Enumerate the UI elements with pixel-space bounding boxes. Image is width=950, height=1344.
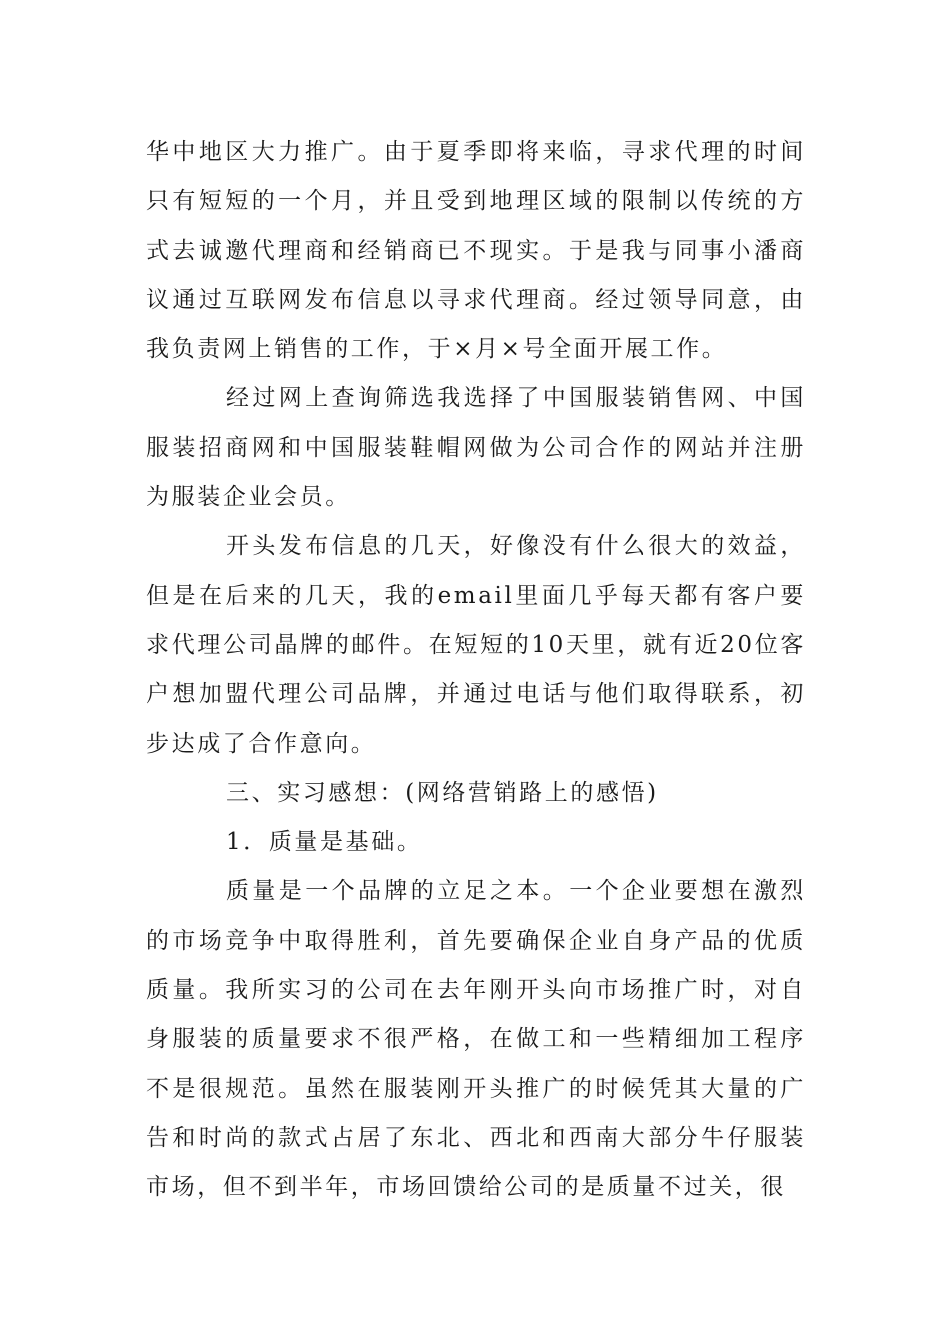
text-line: 经过网上查询筛选我选择了中国服装销售网、中国 [226,385,806,412]
paragraph-2 [146,374,806,522]
text-line: 华中地区大力推广。由于夏季即将来临，寻求代理的时间 [146,139,806,165]
text-line: 我负责网上销售的工作，于×月×号全面开展工作。 [146,336,728,363]
text-line: 质量。我所实习的公司在去年刚开头向市场推广时，对自 [146,977,806,1004]
text-line: 身服装的质量要求不很严格，在做工和一些精细加工程序 [146,1026,806,1053]
text-line: 市场，但不到半年，市场回馈给公司的是质量不过关，很 [146,1174,786,1201]
text-line: 三、实习感想：(网络营销路上的感悟) [226,779,659,806]
text-line: 服装招商网和中国服装鞋帽网做为公司合作的网站并注册 [146,434,806,461]
text-line: 不是很规范。虽然在服装刚开头推广的时候凭其大量的广 [146,1075,806,1102]
text-line: 议通过互联网发布信息以寻求代理商。经过领导同意，由 [146,286,806,313]
text-line: 式去诚邀代理商和经销商已不现实。于是我与同事小潘商 [146,237,806,264]
section-heading [146,769,806,818]
text-line: 想加盟代理公司品牌，并通过电话与他们取得联系，初步 [146,681,806,757]
text-line: 为服装企业会员。 [146,484,351,511]
text-line: 但是在后来的几天，我的email里面几乎每天都有客户要求 [146,582,806,658]
text-line: 质量是一个品牌的立足之本。一个企业要想在激烈 [226,878,806,905]
text-line: 的市场竞争中取得胜利，首先要确保企业自身产品的优质 [146,927,806,954]
text-line: 开头发布信息的几天，好像没有什么很大的效益， [226,533,806,560]
text-line: 代理公司晶牌的邮件。在短短的10天里，就有近20位客户 [146,631,806,708]
text-line: 1．质量是基础。 [226,829,423,856]
paragraph-4 [146,867,806,1212]
document-page [146,128,806,1213]
paragraph-3 [146,522,806,768]
subsection-heading [146,818,806,867]
paragraph-1 [146,128,806,374]
text-line: 告和时尚的款式占居了东北、西北和西南大部分牛仔服装 [146,1124,806,1151]
text-line: 达成了合作意向。 [171,730,377,757]
text-line: 只有短短的一个月，并且受到地理区域的限制以传统的方 [146,188,806,215]
